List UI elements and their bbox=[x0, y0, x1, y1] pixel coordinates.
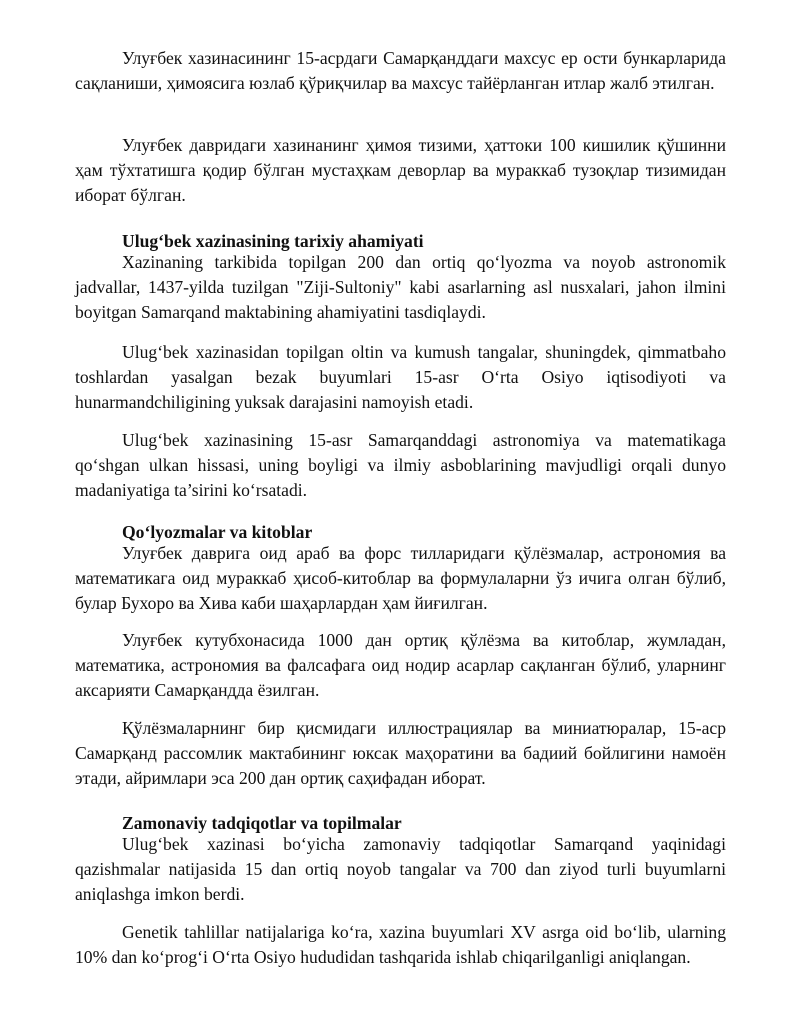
paragraph-coins-jewelry: Ulug‘bek xazinasidan topilgan oltin va kumush tangalar, shuningdek, qimmatbaho toshlardan yasalgan bezak buyumlari 15-asr O‘rta Osiyo iqtisodiyoti va hunarmandchiligining yuksak darajasini namoyish etadi. bbox=[75, 342, 726, 412]
section-heading-historical-significance: Ulug‘bek xazinasining tarixiy ahamiyati bbox=[122, 231, 424, 251]
section-heading-modern-research: Zamonaviy tadqiqotlar va topilmalar bbox=[122, 813, 402, 833]
paragraph-arabic-persian-manuscripts: Улуғбек даврига оид араб ва форс тилларидаги қўлёзмалар, астрономия ва математикага оид мураккаб ҳисоб-китоблар ва формулаларни ўз ичига олган бўлиб, булар Бухоро ва Хива каби шаҳарлардан ҳам йиғилган. bbox=[75, 543, 726, 613]
paragraph-illustrations-miniatures: Қўлёзмаларнинг бир қисмидаги иллюстрациялар ва миниатюралар, 15-аср Самарқанд рассомлик мактабининг юксак маҳоратини ва бадиий бойлигини намоён этади, айримлари эса 200 дан ортиқ саҳифадан иборат. bbox=[75, 718, 726, 788]
section-heading-manuscripts-books: Qo‘lyozmalar va kitoblar bbox=[122, 522, 313, 542]
paragraph-genetic-analysis: Genetik tahlillar natijalariga ko‘ra, xazina buyumlari XV asrga oid bo‘lib, ularning 10% dan ko‘prog‘i O‘rta Osiyo hududidan tashqarida ishlab chiqarilganligi aniqlangan. bbox=[75, 922, 726, 967]
paragraph-library-collection: Улуғбек кутубхонасида 1000 дан ортиқ қўлёзма ва китоблар, жумладан, математика, астрономия ва фалсафага оид нодир асарлар сақланган бўлиб, уларнинг аксарияти Самарқандда ёзилган. bbox=[75, 630, 726, 700]
paragraph-excavation-findings: Ulug‘bek xazinasi bo‘yicha zamonaviy tadqiqotlar Samarqand yaqinidagi qazishmalar natijasida 15 dan ortiq noyob tangalar va 700 dan ziyod turli buyumlarni aniqlashga imkon berdi. bbox=[75, 834, 726, 904]
paragraph-science-contribution: Ulug‘bek xazinasining 15-asr Samarqanddagi astronomiya va matematikaga qo‘shgan ulkan hissasi, uning boyligi va ilmiy asboblarining mavjudligi orqali dunyo madaniyatiga ta’sirini ko‘rsatadi. bbox=[75, 430, 726, 500]
paragraph-manuscripts-tables: Xazinaning tarkibida topilgan 200 dan ortiq qo‘lyozma va noyob astronomik jadvallar, 1437-yilda tuzilgan "Ziji-Sultoniy" kabi asarlarning asl nusxalari, jahon ilmini boyitgan Samarqand maktabining ahamiyatini tasdiqlaydi. bbox=[75, 252, 726, 322]
paragraph-bunker-storage: Улуғбек хазинасининг 15-асрдаги Самарқанддаги махсус ер ости бункарларида сақланиши, ҳимоясига юзлаб қўриқчилар ва махсус тайёрланган итлар жалб этилган. bbox=[75, 48, 726, 93]
paragraph-defense-system: Улуғбек давридаги хазинанинг ҳимоя тизими, ҳаттоки 100 кишилик қўшинни ҳам тўхтатишга қодир бўлган мустаҳкам деворлар ва мураккаб тузоқлар тизимидан иборат бўлган. bbox=[75, 135, 726, 205]
